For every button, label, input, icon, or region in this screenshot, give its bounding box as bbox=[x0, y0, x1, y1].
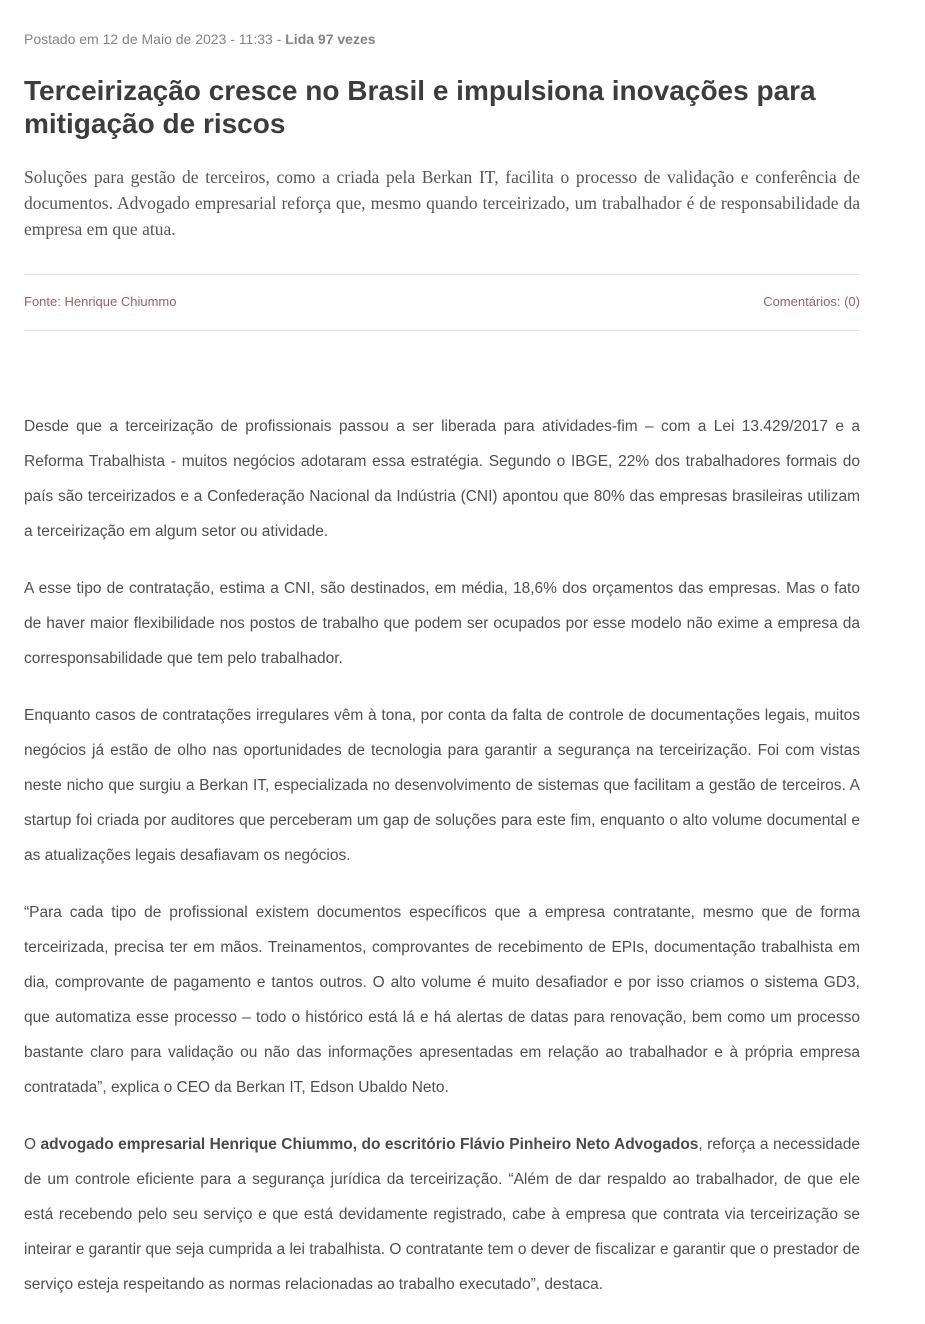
paragraph-5-prefix: O bbox=[24, 1136, 41, 1153]
paragraph-1: Desde que a terceirização de profissionais passou a ser liberada para atividades-fim – com a Lei 13.429/2017 e a Reforma Trabalhista - muitos negócios adotaram essa estratégia. Segundo o IBGE, 22% dos trabalhadores formais do país são terceirizados e a Confederação Nacional da Indústria (CNI) apontou que 80% das empresas brasileiras utilizam a terceirização em algum setor ou atividade. bbox=[24, 418, 860, 540]
paragraph-5 bbox=[24, 1127, 860, 1302]
comments-link[interactable]: Comentários: (0) bbox=[763, 294, 860, 309]
article-title: Terceirização cresce no Brasil e impulsiona inovações para mitigação de riscos bbox=[24, 75, 816, 139]
post-date-text: Postado em 12 de Maio de 2023 - 11:33 - bbox=[24, 31, 286, 47]
paragraph-3: Enquanto casos de contratações irregulares vêm à tona, por conta da falta de controle de documentações legais, muitos negócios já estão de olho nas oportunidades de tecnologia para garantir a segurança na terceirização. Foi com vistas neste nicho que surgiu a Berkan IT, especializada no desenvolvimento de sistemas que facilitam a gestão de terceiros. A startup foi criada por auditores que perceberam um gap de soluções para este fim, enquanto o alto volume documental e as atualizações legais desafiavam os negócios. bbox=[24, 707, 860, 864]
article-body bbox=[24, 409, 860, 1302]
paragraph-5-suffix: , reforça a necessidade de um controle eficiente para a segurança jurídica da terceirização. “Além de dar respaldo ao trabalhador, de que ele está recebendo pelo seu serviço e que está devidamente registrado, cabe à empresa que contrata via terceirização se inteirar e garantir que seja cumprida a lei trabalhista. O contratante tem o dever de fiscalizar e garantir que o prestador de serviço esteja respeitando as normas relacionadas ao trabalho executado”, destaca. bbox=[24, 1136, 860, 1293]
divider-bottom bbox=[24, 330, 860, 331]
paragraph-5-bold-lawyer-name: advogado empresarial Henrique Chiummo, do escritório Flávio Pinheiro Neto Advogados bbox=[40, 1136, 699, 1153]
article-subtitle: Soluções para gestão de terceiros, como a criada pela Berkan IT, facilita o processo de validação e conferência de documentos. Advogado empresarial reforça que, mesmo quando terceirizado, um trabalhador é de responsabilidade da empresa em que atua. bbox=[24, 167, 860, 239]
divider-top bbox=[24, 274, 860, 275]
post-meta bbox=[24, 31, 860, 47]
paragraph-4: “Para cada tipo de profissional existem documentos específicos que a empresa contratante, mesmo que de forma terceirizada, precisa ter em mãos. Treinamentos, comprovantes de recebimento de EPIs, documentação trabalhista em dia, comprovante de pagamento e tantos outros. O alto volume é muito desafiador e por isso criamos o sistema GD3, que automatiza esse processo – todo o histórico está lá e há alertas de datas para renovação, bem como um processo bastante claro para validação ou não das informações apresentadas em relação ao trabalhador e à própria empresa contratada”, explica o CEO da Berkan IT, Edson Ubaldo Neto. bbox=[24, 904, 860, 1096]
paragraph-2: A esse tipo de contratação, estima a CNI, são destinados, em média, 18,6% dos orçamentos das empresas. Mas o fato de haver maior flexibilidade nos postos de trabalho que podem ser ocupados por esse modelo não exime a empresa da corresponsabilidade que tem pelo trabalhador. bbox=[24, 580, 860, 667]
byline-row bbox=[24, 295, 860, 309]
article-page bbox=[24, 0, 860, 1302]
read-count-badge: Lida 97 vezes bbox=[285, 31, 376, 47]
source-link[interactable]: Fonte: Henrique Chiummo bbox=[24, 294, 177, 309]
